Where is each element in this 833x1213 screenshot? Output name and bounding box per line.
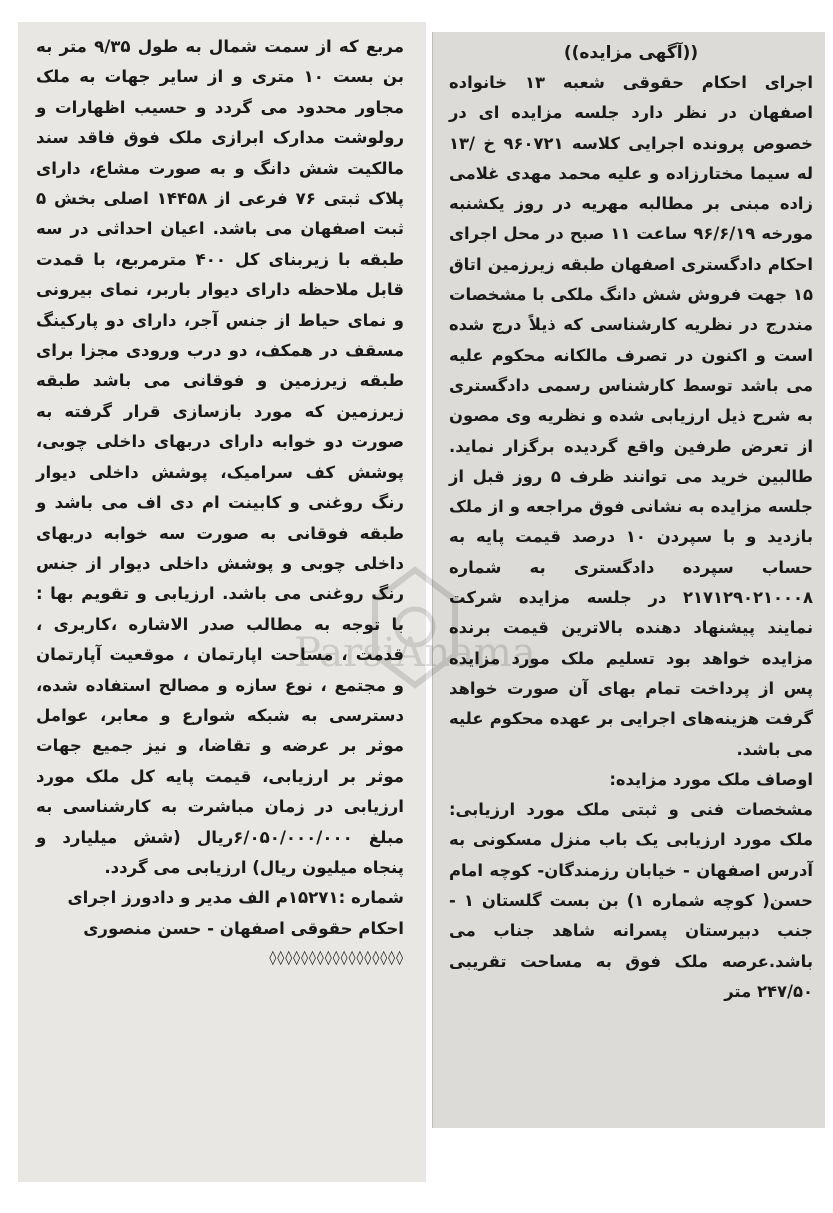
auction-notice-text: اجرای احکام حقوقی شعبه ۱۳ خانواده اصفهان در نظر دارد جلسه مزایده ای در خصوص پرونده اجرایی کلاسه ۹۶۰۷۲۱ خ /۱۳ له سیما مختارزاده و علیه محمد مهدی غلامی زاده مبنی بر مطالبه مهریه در روز یکشنبه مورخه ۹۶/۶/۱۹ ساعت ۱۱ صبح در محل اجرای احکام دادگستری اصفهان طبقه زیرزمین اتاق ۱۵ جهت فروش شش دانگ ملکی با مشخصات مندرج در نظریه کارشناسی که ذیلاً درج شده است و اکنون در تصرف مالکانه محکوم علیه می باشد توسط کارشناس رسمی دادگستری به شرح ذیل ارزیابی شده و نظریه وی مصون از تعرض طرفین واقع گردیده برگزار نماید. طالبین خرید می توانند ظرف ۵ روز قبل از جلسه مزایده به نشانی فوق مراجعه و از ملک بازدید و با سپردن ۱۰ درصد قیمت پایه به حساب سپرده دادگستری به شماره ۲۱۷۱۲۹۰۲۱۰۰۰۸ در جلسه مزایده شرکت نمایند پیشنهاد دهنده بالاترین قیمت برنده مزایده خواهد بود تسلیم ملک مورد مزایده پس از پرداخت تمام بهای آن صورت خواهد گرفت هزینه‌های اجرایی بر عهده محکوم علیه می باشد. [449,73,813,759]
property-valuation-text: مربع که از سمت شمال به طول ۹/۳۵ متر به بن بست ۱۰ متری و از سایر جهات به ملک مجاور محدود می گردد و حسیب اظهارات و رولوشت مدارک ابرازی ملک فوق فاقد سند مالکیت شش دانگ و به صورت مشاع، دارای پلاک ثبتی ۷۶ فرعی از ۱۴۴۵۸ اصلی بخش ۵ ثبت اصفهان می باشد. اعیان احداثی در سه طبقه با زیربنای کل ۴۰۰ مترمربع، با قمدت قابل ملاحظه دارای دیوار باربر، نمای بیرونی و نمای حیاط از جنس آجر، دارای دو پارکینگ مسقف در همکف، دو درب ورودی مجزا برای طبقه زیرزمین و فوقانی می باشد طبقه زیرزمین که مورد بازسازی قرار گرفته به صورت دو خوابه دارای دربهای داخلی چوبی، پوشش کف سرامیک، پوشش داخلی دیوار رنگ روغنی و کابینت ام دی اف می باشد و طبقه فوقانی به صورت سه خوابه دربهای داخلی چوبی و پوشش داخلی دیوار از جنس رنگ روغنی می باشد. ارزیابی و تقویم بها : با توجه به مطالب صدر الاشاره ،کاربری ، قدمت ، مساحت اپارتمان ، موقعیت آپارتمان و مجتمع ، نوع سازه و مصالح استفاده شده، دسترسی به شبکه شوارع و معابر، عوامل موثر بر عرضه و تقاضا، و نیز جمیع جهات موثر بر ارزیابی، قیمت پایه کل ملک مورد ارزیابی در زمان مباشرت به کارشناسی به مبلغ ۶/۰۵۰/۰۰۰/۰۰۰ریال (شش میلیارد و پنجاه میلیون ریال) ارزیابی می گردد. [36,37,405,877]
auction-notice-heading: ((آگهی مزایده)) [563,43,699,63]
notice-column-right [432,32,825,1128]
signature-line-2: احکام حقوقی اصفهان - حسن منصوری [83,918,404,938]
ornament-divider: ◊◊◊◊◊◊◊◊◊◊◊◊◊◊◊◊◊ [269,950,404,967]
notice-column-left [18,22,426,1182]
property-technical-specs: مشخصات فنی و ثبتی ملک مورد ارزیابی: ملک مورد ارزیابی یک باب منزل مسکونی به آدرس اصفهان - خیابان رزمندگان- کوچه امام حسن( کوچه شماره ۱) بن بست گلستان ۱ - جنب دبیرستان پسرانه شاهد جناب می باشد.عرصه ملک فوق به مساحت تقریبی ۲۴۷/۵۰ متر [449,800,813,1001]
signature-line-1: شماره :۱۵۲۷۱م الف مدیر و دادورز اجرای [67,888,404,908]
property-description-title: اوصاف ملک مورد مزایده: [609,769,813,789]
